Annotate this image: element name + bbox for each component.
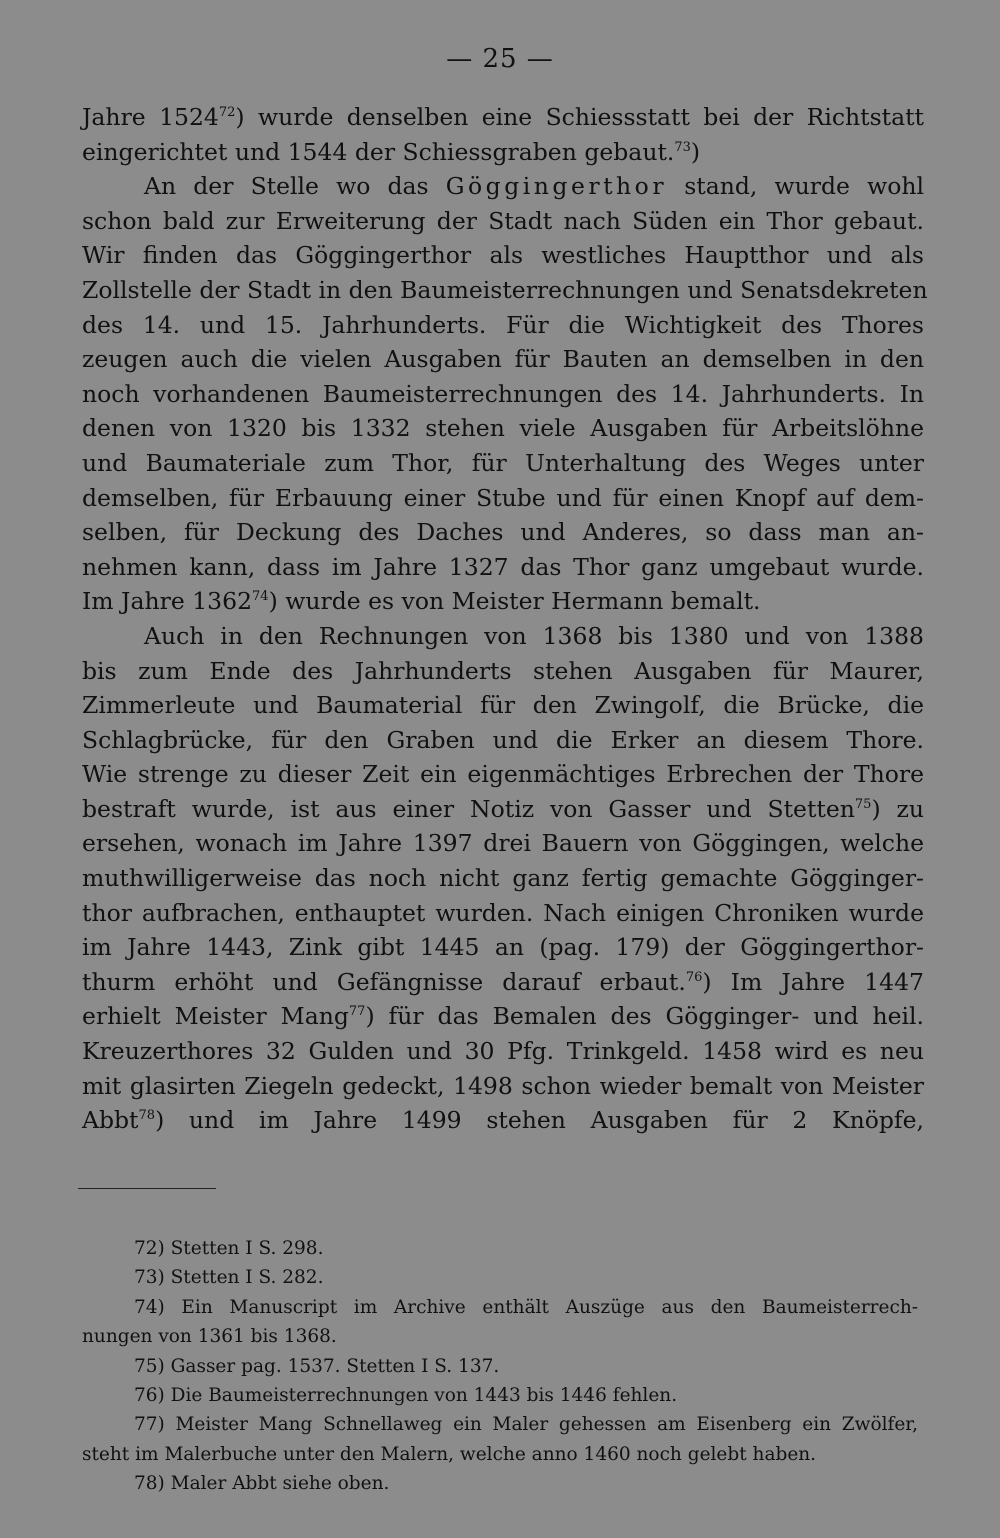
text-line: Schlagbrücke, für den Graben und die Erker an diesem Thore. [82, 725, 924, 754]
text-line: eingerichtet und 1544 der Schiessgraben gebaut.$^{73}$) [82, 137, 701, 166]
text-line: An der Stelle wo das Göggingerthor stand, wurde wohl [144, 172, 925, 201]
footnote: 75) Gasser pag. 1537. Stetten I S. 137. [134, 1355, 500, 1377]
text-line: Wie strenge zu dieser Zeit ein eigenmächtiges Erbrechen der Thore [82, 760, 924, 789]
text-line: Zollstelle der Stadt in den Baumeisterrechnungen und Senatsdekreten [82, 275, 928, 304]
footnote-separator [78, 1188, 216, 1189]
text-line: des 14. und 15. Jahrhunderts. Für die Wichtigkeit des Thores [82, 310, 924, 339]
footnote-ref: 73 [674, 139, 691, 155]
text-line: zeugen auch die vielen Ausgaben für Bauten an demselben in den [82, 345, 924, 374]
spaced-word: Göggingerthor [445, 172, 668, 201]
text-line: im Jahre 1443, Zink gibt 1445 an (pag. 179) der Göggingerthor- [82, 933, 924, 962]
footnotes [82, 1234, 918, 1499]
text-line: thor aufbrachen, enthauptet wurden. Nach einigen Chroniken wurde [82, 898, 924, 927]
footnote-ref: 72 [218, 105, 236, 120]
footnote-ref: 74 [252, 589, 269, 605]
footnote: 74) Ein Manuscript im Archive enthält Auszüge aus den Baumeisterrech- [134, 1296, 918, 1318]
text-line: thurm erhöht und Gefängnisse darauf erbaut.$^{76}$) Im Jahre 1447 [82, 967, 924, 996]
footnote: 78) Maler Abbt siehe oben. [134, 1473, 390, 1495]
footnote-continuation: nungen von 1361 bis 1368. [82, 1326, 337, 1348]
footnote: 77) Meister Mang Schnellaweg ein Maler gehessen am Eisenberg ein Zwölfer, [134, 1414, 918, 1436]
footnote-ref: 76 [685, 969, 703, 985]
text-line: selben, für Deckung des Daches und Anderes, so dass man an- [82, 518, 924, 547]
body-text [82, 100, 928, 1138]
text-line: bestraft wurde, ist aus einer Notiz von Gasser und Stetten$^{75}$) zu [82, 794, 924, 823]
footnote: 72) Stetten I S. 298. [134, 1238, 324, 1259]
text-line: Wir finden das Göggingerthor als westliches Hauptthor und als [82, 241, 924, 270]
text-line: und Baumateriale zum Thor, für Unterhaltung des Weges unter [82, 448, 924, 477]
footnote-ref: 78 [138, 1108, 156, 1124]
text-line: denen von 1320 bis 1332 stehen viele Ausgaben für Arbeitslöhne [82, 414, 924, 443]
footnote: 73) Stetten I S. 282. [134, 1267, 324, 1289]
text-line: Kreuzerthores 32 Gulden und 30 Pfg. Trinkgeld. 1458 wird es neu [82, 1037, 924, 1066]
footnote-ref: 77 [348, 1004, 366, 1020]
text-line: schon bald zur Erweiterung der Stadt nach Süden ein Thor gebaut. [82, 206, 924, 235]
text-line: nehmen kann, dass im Jahre 1327 das Thor ganz umgebaut wurde. [82, 552, 924, 581]
text-line: Jahre 1524$^{72}$) wurde denselben eine Schiessstatt bei der Richtstatt [82, 103, 924, 131]
footnote: 76) Die Baumeisterrechnungen von 1443 bis 1446 fehlen. [134, 1384, 678, 1406]
text-line: Im Jahre 1362$^{74}$) wurde es von Meister Hermann bemalt. [82, 587, 761, 616]
text-line: Auch in den Rechnungen von 1368 bis 1380 und von 1388 [144, 621, 924, 650]
text-line: erhielt Meister Mang$^{77}$) für das Bemalen des Gögginger- und heil. [82, 1002, 924, 1031]
text-line: muthwilligerweise das noch nicht ganz fertig gemachte Gögginger- [82, 864, 924, 893]
footnote-continuation: steht im Malerbuche unter den Malern, welche anno 1460 noch gelebt haben. [82, 1443, 817, 1465]
text-line: noch vorhandenen Baumeisterrechnungen des 14. Jahrhunderts. In [82, 379, 924, 408]
text-line: ersehen, wonach im Jahre 1397 drei Bauern von Göggingen, welche [82, 829, 924, 858]
text-line: mit glasirten Ziegeln gedeckt, 1498 schon wieder bemalt von Meister [82, 1071, 924, 1100]
text-line: bis zum Ende des Jahrhunderts stehen Ausgaben für Maurer, [82, 656, 924, 685]
text-line: Abbt$^{78}$) und im Jahre 1499 stehen Ausgaben für 2 Knöpfe, [82, 1106, 924, 1135]
text-line: demselben, für Erbauung einer Stube und für einen Knopf auf dem- [82, 483, 924, 512]
text-line: Zimmerleute und Baumaterial für den Zwingolf, die Brücke, die [82, 691, 924, 720]
footnote-ref: 75 [854, 796, 872, 812]
page-number: — 25 — [446, 44, 554, 74]
